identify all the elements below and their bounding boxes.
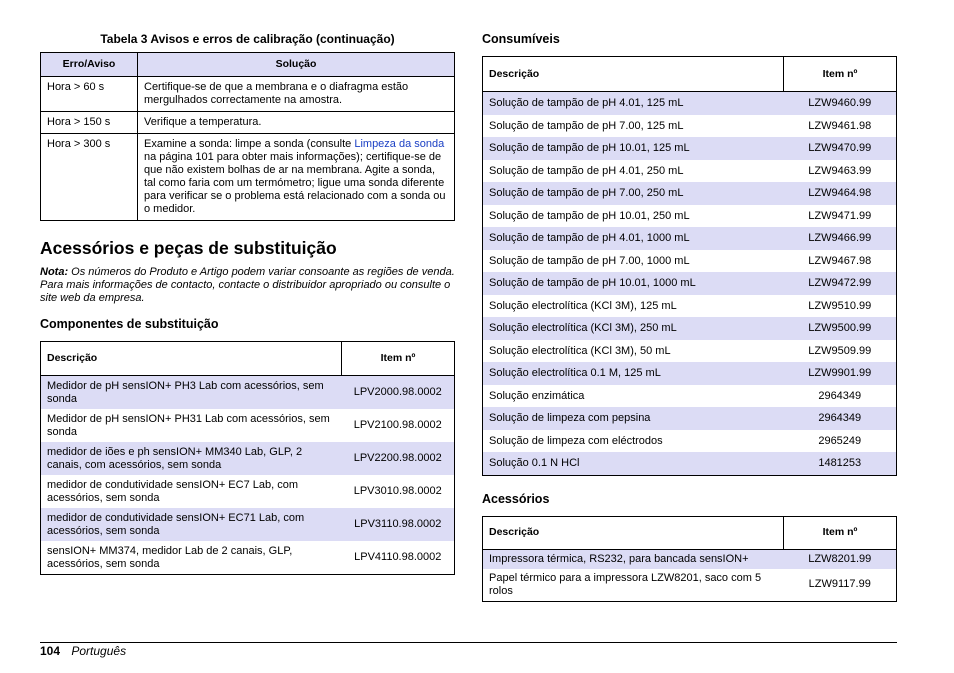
- table-row: [483, 137, 897, 160]
- item-number-cell: LZW9466.99: [784, 227, 897, 250]
- solution-cell: [138, 134, 455, 221]
- table-row: [483, 160, 897, 183]
- error-cell: Hora > 300 s: [41, 134, 138, 221]
- components-heading: Componentes de substituição: [40, 317, 219, 331]
- solution-text-part: na página 101 para obter mais informações); certifique-se de que não existem bolhas de ar na membrana. Agite a sonda, tal como faria com um termómetro; ligue uma sonda diferente para verificar se o problema está relacionado com a sonda ou o medidor.: [144, 151, 446, 215]
- table-row: [41, 475, 455, 508]
- table-row: [483, 407, 897, 430]
- table-row: [483, 362, 897, 385]
- description-cell: medidor de condutividade sensION+ EC71 Lab, com acessórios, sem sonda: [41, 508, 342, 541]
- description-cell: Solução enzimática: [489, 389, 585, 402]
- description-cell: Solução de tampão de pH 10.01, 250 mL: [489, 209, 690, 222]
- table-row: [483, 205, 897, 228]
- description-cell: Impressora térmica, RS232, para bancada sensION+: [483, 549, 784, 569]
- note-label: Nota:: [40, 266, 69, 278]
- item-number-cell: LZW9471.99: [808, 209, 872, 222]
- table-row: [41, 134, 455, 221]
- item-number-cell: LZW8201.99: [784, 549, 897, 569]
- description-cell: Solução electrolítica (KCl 3M), 250 mL: [483, 317, 784, 340]
- solution-text-part: Examine a sonda: limpe a sonda (consulte: [144, 138, 355, 150]
- table-row: [483, 549, 897, 569]
- consumables-heading: Consumíveis: [482, 32, 560, 46]
- item-number-cell: LPV2100.98.0002: [353, 419, 442, 431]
- description-cell: Solução de limpeza com pepsina: [483, 407, 784, 430]
- error-cell: Hora > 150 s: [41, 112, 138, 134]
- description-cell: Solução electrolítica (KCl 3M), 125 mL: [489, 299, 677, 312]
- table-row: [483, 227, 897, 250]
- table-row: [483, 385, 897, 408]
- description-cell: medidor de iões e ph sensION+ MM340 Lab, GLP, 2 canais, com acessórios, sem sonda: [41, 442, 342, 475]
- table-row: [483, 182, 897, 205]
- table-row: [41, 409, 455, 442]
- table-row: [483, 250, 897, 273]
- description-cell: Solução 0.1 N HCl: [483, 452, 784, 475]
- components-table: [40, 341, 455, 575]
- table-row: [483, 317, 897, 340]
- table-row: [483, 340, 897, 363]
- solution-cell: [138, 77, 455, 112]
- left-column: [40, 32, 455, 575]
- right-column: [482, 32, 897, 602]
- table-row: [41, 442, 455, 475]
- calibration-errors-table: [40, 52, 455, 221]
- item-number-cell: LZW9509.99: [808, 344, 872, 357]
- error-cell: Hora > 60 s: [41, 77, 138, 112]
- solution-text: Verifique a temperatura.: [144, 116, 262, 128]
- column-header-error: Erro/Aviso: [41, 53, 138, 77]
- item-number-cell: LZW9460.99: [784, 92, 897, 115]
- item-number-cell: LZW9500.99: [784, 317, 897, 340]
- note-text: Os números do Produto e Artigo podem variar consoante as regiões de venda. Para mais informações de contacto, contacte o distribuidor apropriado ou consulte o site web da empresa.: [40, 266, 455, 304]
- footer-divider: [40, 642, 897, 643]
- table-caption: Tabela 3 Avisos e erros de calibração (continuação): [100, 32, 395, 46]
- item-number-cell: 2964349: [784, 407, 897, 430]
- probe-cleaning-link[interactable]: Limpeza da sonda: [354, 138, 445, 150]
- column-header-description: Descrição: [483, 57, 784, 92]
- item-number-cell: LPV2200.98.0002: [342, 442, 455, 475]
- description-cell: Solução de tampão de pH 10.01, 1000 mL: [483, 272, 784, 295]
- description-cell: Solução electrolítica 0.1 M, 125 mL: [483, 362, 784, 385]
- table-row: [483, 92, 897, 115]
- table-row: [41, 112, 455, 134]
- note: [40, 266, 455, 305]
- table-row: [41, 376, 455, 410]
- item-number-cell: LZW9901.99: [784, 362, 897, 385]
- table-row: [483, 430, 897, 453]
- column-header-item: Item nº: [784, 516, 897, 549]
- description-cell: Medidor de pH sensION+ PH3 Lab com acessórios, sem sonda: [41, 376, 342, 410]
- item-number-cell: LPV3110.98.0002: [342, 508, 455, 541]
- column-header-item: Item nº: [784, 57, 897, 92]
- table-row: [483, 272, 897, 295]
- item-number-cell: LZW9472.99: [784, 272, 897, 295]
- description-cell: Solução de tampão de pH 4.01, 125 mL: [483, 92, 784, 115]
- column-header-item: Item nº: [342, 342, 455, 376]
- description-cell: Medidor de pH sensION+ PH31 Lab com acessórios, sem sonda: [47, 412, 330, 438]
- description-cell: Solução de limpeza com eléctrodos: [489, 434, 663, 447]
- description-cell: sensION+ MM374, medidor Lab de 2 canais, GLP, acessórios, sem sonda: [47, 544, 293, 570]
- table-row: [41, 541, 455, 575]
- item-number-cell: 1481253: [784, 452, 897, 475]
- table-row: [483, 452, 897, 475]
- accessories-table: [482, 516, 897, 602]
- page-number: 104: [40, 644, 61, 658]
- column-header-description: Descrição: [483, 516, 784, 549]
- description-cell: Solução de tampão de pH 4.01, 1000 mL: [483, 227, 784, 250]
- table-row: [41, 508, 455, 541]
- solution-text: Certifique-se de que a membrana e o diafragma estão mergulhados correctamente na amostra.: [144, 81, 409, 106]
- page-footer: [40, 644, 126, 658]
- language-label: Português: [71, 644, 127, 658]
- solution-text: [144, 138, 448, 216]
- description-cell: Solução electrolítica (KCl 3M), 50 mL: [489, 344, 671, 357]
- consumables-table: [482, 56, 897, 476]
- column-header-solution: Solução: [138, 53, 455, 77]
- item-number-cell: LZW9467.98: [808, 254, 872, 267]
- section-title: Acessórios e peças de substituição: [40, 238, 337, 258]
- table-row: [483, 569, 897, 602]
- column-header-description: Descrição: [41, 342, 342, 376]
- table-row: [41, 77, 455, 112]
- description-cell: Solução de tampão de pH 4.01, 250 mL: [489, 164, 684, 177]
- description-cell: medidor de condutividade sensION+ EC7 Lab, com acessórios, sem sonda: [47, 478, 299, 504]
- solution-cell: [138, 112, 455, 134]
- item-number-cell: LPV3010.98.0002: [353, 485, 442, 497]
- table-row: [483, 115, 897, 138]
- item-number-cell: LZW9117.99: [808, 578, 871, 590]
- item-number-cell: LZW9461.98: [808, 119, 872, 132]
- description-cell: Solução de tampão de pH 10.01, 125 mL: [483, 137, 784, 160]
- description-cell: Papel térmico para a impressora LZW8201, saco com 5 rolos: [489, 571, 762, 597]
- description-cell: Solução de tampão de pH 7.00, 250 mL: [483, 182, 784, 205]
- description-cell: Solução de tampão de pH 7.00, 125 mL: [489, 119, 684, 132]
- accessories-heading: Acessórios: [482, 491, 550, 506]
- item-number-cell: LZW9464.98: [784, 182, 897, 205]
- item-number-cell: LPV4110.98.0002: [354, 551, 442, 563]
- item-number-cell: LPV2000.98.0002: [342, 376, 455, 410]
- item-number-cell: LZW9470.99: [784, 137, 897, 160]
- description-cell: Solução de tampão de pH 7.00, 1000 mL: [489, 254, 690, 267]
- item-number-cell: LZW9510.99: [808, 299, 872, 312]
- item-number-cell: 2965249: [818, 434, 862, 447]
- item-number-cell: LZW9463.99: [808, 164, 872, 177]
- item-number-cell: 2964349: [818, 389, 862, 402]
- table-row: [483, 295, 897, 318]
